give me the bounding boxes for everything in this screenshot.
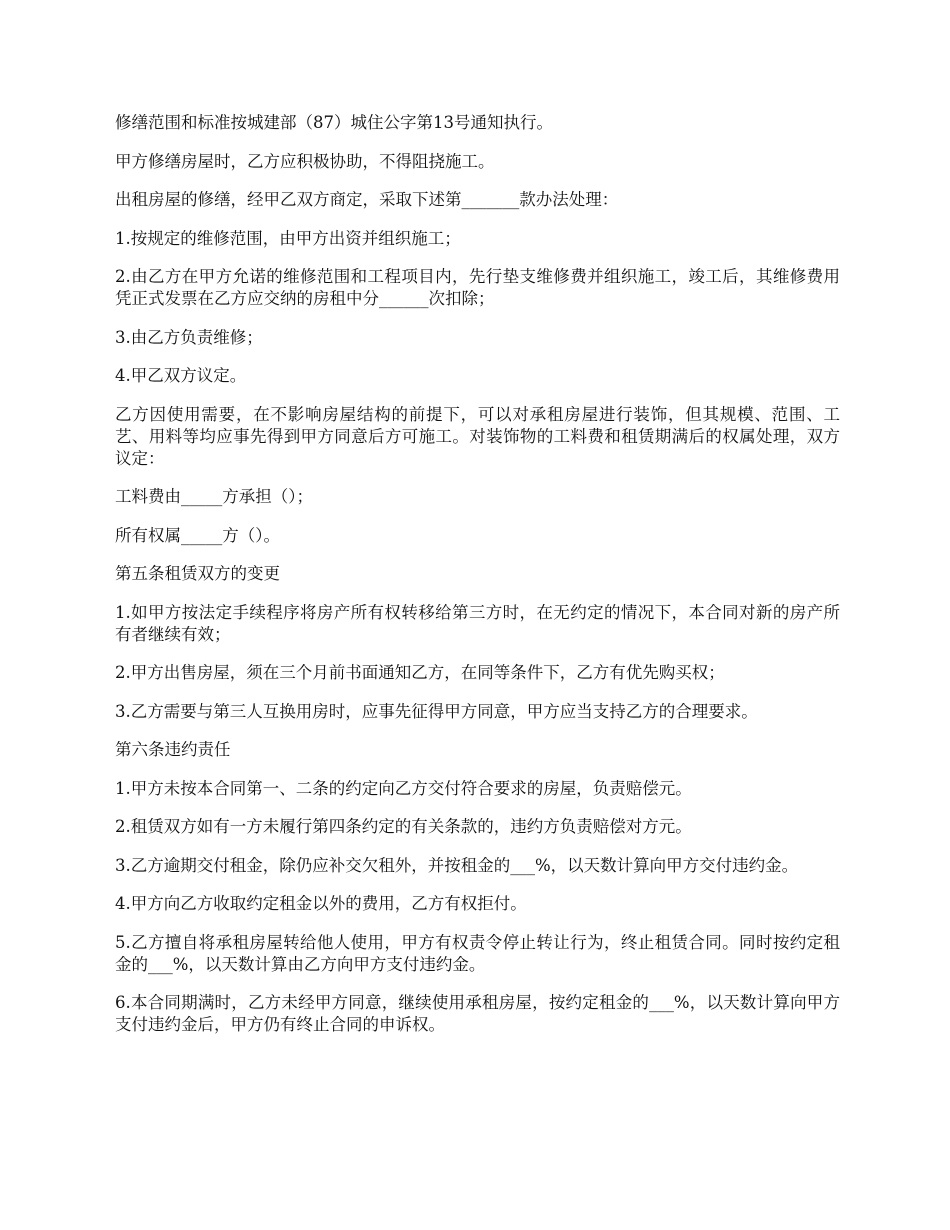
paragraph-repair-option-2: 2.由乙方在甲方允诺的维修范围和工程项目内，先行垫支维修费并组织施工，竣工后，其维修费用凭正式发票在乙方应交纳的房租中分______次扣除；	[115, 267, 840, 308]
paragraph-change-1: 1.如甲方按法定手续程序将房产所有权转移给第三方时，在无约定的情况下，本合同对新的房产所有者继续有效；	[115, 602, 840, 644]
paragraph-repair-option-3: 3.由乙方负责维修；	[115, 327, 263, 347]
paragraph-liability-2: 2.租赁双方如有一方未履行第四条约定的有关条款的，违约方负责赔偿对方元。	[115, 817, 692, 836]
paragraph-liability-5: 5.乙方擅自将承租房屋转给他人使用，甲方有权责令停止转让行为，终止租赁合同。同时按约定租金的___%，以天数计算由乙方向甲方支付违约金。	[115, 932, 840, 974]
paragraph-liability-4: 4.甲方向乙方收取约定租金以外的费用，乙方有权拒付。	[115, 894, 527, 913]
paragraph-repair-option-1: 1.按规定的维修范围，由甲方出资并组织施工；	[115, 228, 461, 248]
paragraph-liability-3: 3.乙方逾期交付租金，除仍应补交欠租外，并按租金的___%，以天数计算向甲方交付违约金。	[115, 855, 799, 875]
section-heading-article-6: 第六条违约责任	[115, 740, 231, 759]
paragraph-repair-option-4: 4.甲乙双方议定。	[115, 366, 247, 385]
paragraph-repair-scope: 修缮范围和标准按城建部（87）城住公字第13号通知执行。	[115, 113, 553, 132]
paragraph-repair-assist: 甲方修缮房屋时，乙方应积极协助，不得阻挠施工。	[115, 151, 495, 171]
paragraph-decoration: 乙方因使用需要，在不影响房屋结构的前提下，可以对承租房屋进行装饰，但其规模、范围、工艺、用料等均应事先得到甲方同意后方可施工。对装饰物的工料费和租赁期满后的权属处理，双方议定：	[115, 404, 840, 468]
paragraph-change-3: 3.乙方需要与第三人互换用房时，应事先征得甲方同意，甲方应当支持乙方的合理要求。	[115, 701, 758, 721]
paragraph-liability-1: 1.甲方未按本合同第一、二条的约定向乙方交付符合要求的房屋，负责赔偿元。	[115, 778, 692, 798]
paragraph-ownership: 所有权属_____方（）。	[115, 525, 280, 545]
document-page	[115, 112, 840, 1053]
section-heading-article-5: 第五条租赁双方的变更	[115, 564, 280, 583]
paragraph-change-2: 2.甲方出售房屋，须在三个月前书面通知乙方，在同等条件下，乙方有优先购买权；	[115, 663, 725, 682]
paragraph-material-cost: 工料费由_____方承担（）；	[115, 487, 313, 506]
paragraph-repair-method: 出租房屋的修缮，经甲乙双方商定，采取下述第_______款办法处理：	[115, 190, 619, 209]
paragraph-liability-6: 6.本合同期满时，乙方未经甲方同意，继续使用承租房屋，按约定租金的___%，以天数计算向甲方支付违约金后，甲方仍有终止合同的申诉权。	[115, 993, 840, 1034]
